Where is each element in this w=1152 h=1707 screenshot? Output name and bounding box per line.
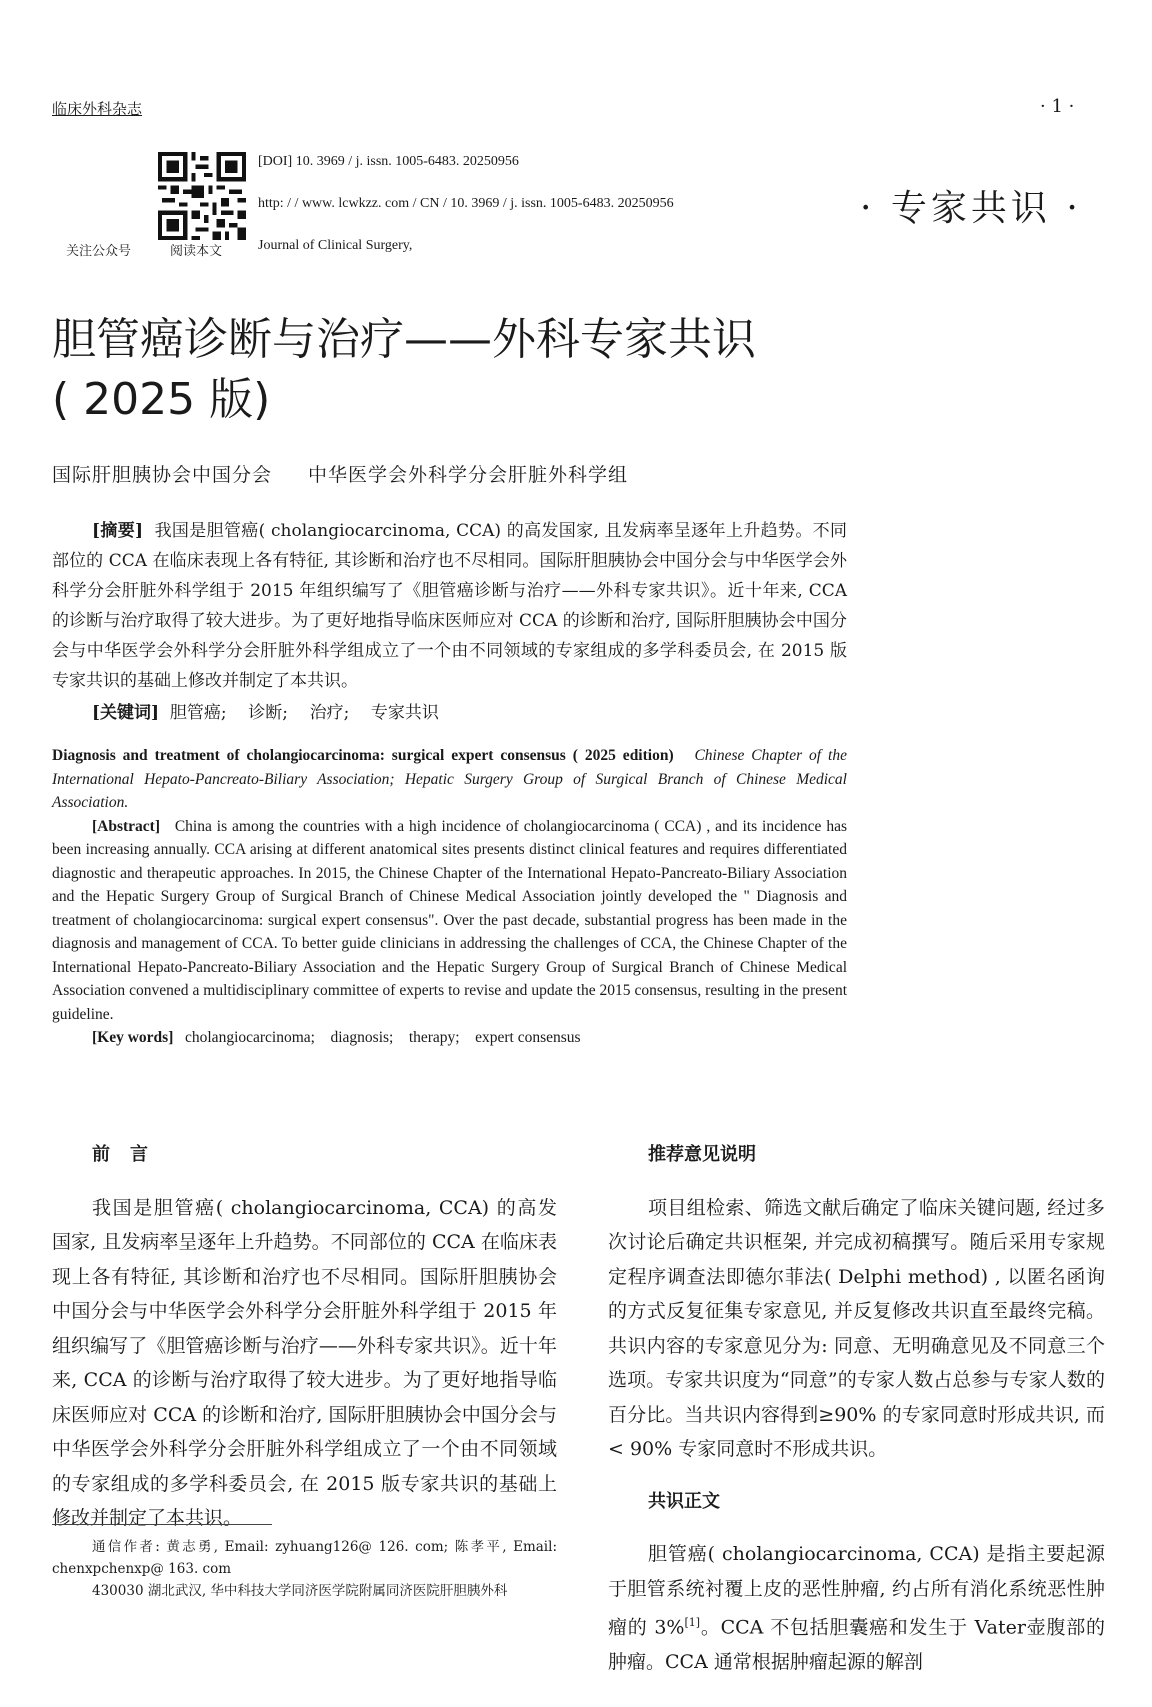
preface-text: 我国是胆管癌( cholangiocarcinoma, CCA) 的高发国家, 且发病率呈逐年上升趋势。不同部位的 CCA 在临床表现上各有特征, 其诊断和治疗也不尽相同。国际肝胆胰协会中国分会与中华医学会外科学分会肝脏外科学组于 2015 年组织编写了《胆管癌诊断与治疗——外科专家共识》。近十年来, CCA 的诊断与治疗取得了较大进步。为了更好地指导临床医师应对 CCA 的诊断和治疗, 国际肝胆胰协会中国分会与中华医学会外科学分会肝脏外科学组成立了一个由不同领域的专家组成的多学科委员会, 在 2015 版专家共识的基础上修改并制定了本共识。 (52, 1196, 557, 1529)
abstract-en-label: [Abstract] (92, 817, 161, 835)
authors (52, 460, 628, 487)
article-url[interactable]: http: / / www. lcwkzz. com / CN / 10. 3969 / j. issn. 1005-6483. 20250956 (258, 196, 674, 211)
article-title (52, 310, 756, 430)
affiliation-en: Chinese Chapter of the International Hepato-Pancreato-Biliary Association; Hepatic Surgery Group of Surgical Branch of Chinese Medical Association. (52, 747, 847, 811)
keywords-cn: 胆管癌; 诊断; 治疗; 专家共识 (169, 703, 439, 723)
author-org-2: 中华医学会外科学分会肝脏外科学组 (308, 464, 629, 486)
footnote-address: 430030 湖北武汉, 华中科技大学同济医学院附属同济医院肝胆胰外科 (92, 1583, 508, 1599)
qr-label-read: 阅读本文 (170, 244, 223, 259)
heading-preface: 前言 (92, 1144, 168, 1165)
abstract-en-text: China is among the countries with a high incidence of cholangiocarcinoma ( CCA) , and its incidence has been increasing annually. CCA arising at different anatomical sites presents distinct clinical features and requires differentiated diagnostic and therapeutic approaches. In 2015, the Chinese Chapter of the International Hepato-Pancreato-Biliary Association and the Hepatic Surgery Group of Surgical Branch of Chinese Medical Association jointly developed the " Diagnosis and treatment of cholangiocarcinoma: surgical expert consensus". Over the past decade, substantial progress has been made in the diagnosis and management of CCA. To better guide clinicians in addressing the challenges of CCA, the Chinese Chapter of the International Hepato-Pancreato-Biliary Association and the Hepatic Surgery Group of Surgical Branch of Chinese Medical Association convened a multidisciplinary committee of experts to revise and update the 2015 consensus, resulting in the present guideline. (52, 817, 848, 1023)
keywords-en: cholangiocarcinoma; diagnosis; therapy; expert consensus (185, 1029, 581, 1046)
heading-consensus-body: 共识正文 (648, 1490, 720, 1512)
abstract-cn-text: 我国是胆管癌( cholangiocarcinoma, CCA) 的高发国家, 且发病率呈逐年上升趋势。不同部位的 CCA 在临床表现上各有特征, 其诊断和治疗也不尽相同。国际肝胆胰协会中国分会与中华医学会外科学分会肝脏外科学组于 2015 年组织编写了《胆管癌诊断与治疗——外科专家共识》。近十年来, CCA 的诊断与治疗取得了较大进步。为了更好地指导临床医师应对 CCA 的诊断和治疗, 国际肝胆胰协会中国分会与中华医学会外科学分会肝脏外科学组成立了一个由不同领域的专家组成的多学科委员会, 在 2015 版专家共识的基础上修改并制定了本共识。 (52, 521, 847, 691)
right-column (608, 1138, 1105, 1679)
author-org-1: 国际肝胆胰协会中国分会 (52, 464, 273, 486)
heading-recommendation: 推荐意见说明 (648, 1144, 756, 1165)
journal-name-en: Journal of Clinical Surgery, (258, 238, 413, 253)
recommendation-text: 项目组检索、筛选文献后确定了临床关键问题, 经过多次讨论后确定共识框架, 并完成初稿撰写。随后采用专家规定程序调查法即德尔菲法( Delphi method) , 以匿名函询的方式反复征集专家意见, 并反复修改共识直至最终完稿。共识内容的专家意见分为: 同意、无明确意见及不同意三个选项。专家共识度为“同意”的专家人数占总参与专家人数的百分比。当共识内容得到≥90% 的专家同意时形成共识, 而 < 90% 专家同意时不形成共识。 (608, 1196, 1105, 1460)
left-column (52, 1138, 557, 1536)
consensus-text-b: 。CCA 不包括胆囊癌和发生于 Vater壶腹部的肿瘤。CCA 通常根据肿瘤起源的解剖 (608, 1616, 1105, 1673)
title-line-1: 胆管癌诊断与治疗——外科专家共识 (52, 314, 756, 365)
footnote-corresponding: 通信作者: 黄志勇, Email: zyhuang126@ 126. com; 陈孝平, Email: chenxpchenxp@ 163. com (52, 1539, 557, 1577)
abstract-cn (52, 516, 847, 728)
title-line-2: ( 2025 版) (52, 374, 271, 425)
page-number: · 1 · (1040, 96, 1075, 117)
footnote (52, 1536, 557, 1602)
reference-1[interactable]: [1] (684, 1616, 701, 1629)
keywords-cn-label: [关键词] (92, 703, 160, 723)
qr-label-follow: 关注公众号 (66, 244, 132, 259)
footnote-divider (52, 1524, 272, 1525)
qr-code-icon (158, 152, 246, 240)
abstract-cn-label: [摘要] (92, 521, 144, 541)
consensus-text-a: 胆管癌( cholangiocarcinoma, CCA) 是指主要起源于胆管系统衬覆上皮的恶性肿瘤, 约占所有消化系统恶性肿瘤的 3% (608, 1543, 1105, 1639)
title-en: Diagnosis and treatment of cholangiocarcinoma: surgical expert consensus ( 2025 edition) (52, 747, 674, 764)
journal-name: 临床外科杂志 (52, 100, 143, 118)
section-tag: · 专家共识 · (860, 188, 1082, 229)
consensus-body-text (608, 1537, 1105, 1679)
keywords-en-label: [Key words] (92, 1029, 174, 1046)
doi[interactable]: [DOI] 10. 3969 / j. issn. 1005-6483. 20250956 (258, 154, 519, 169)
abstract-en (52, 744, 847, 1050)
